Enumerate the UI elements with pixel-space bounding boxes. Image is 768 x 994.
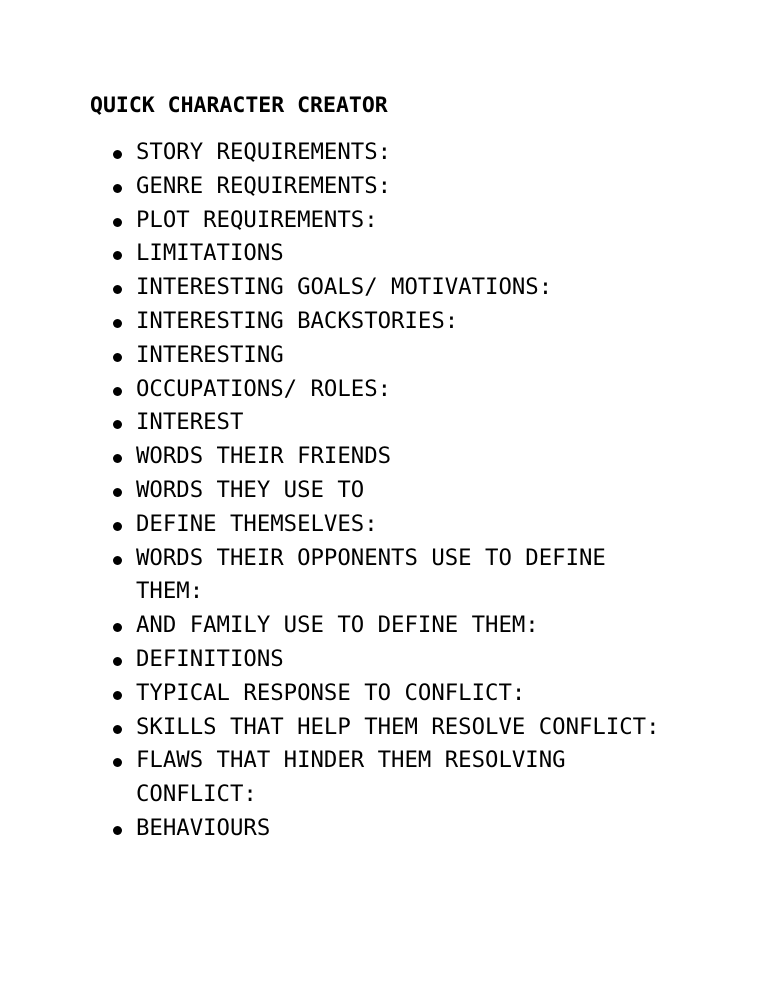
- list-item: [0, 508, 646, 542]
- list-item-text: INTERESTING BACKSTORIES:: [136, 307, 459, 334]
- list-item-text: WORDS THEIR OPPONENTS USE TO DEFINE THEM:: [136, 544, 606, 605]
- list-item: [0, 643, 646, 677]
- list-item-text: TYPICAL RESPONSE TO CONFLICT:: [136, 679, 526, 706]
- list-item: [0, 170, 646, 204]
- list-item-text: OCCUPATIONS/ ROLES:: [136, 375, 392, 402]
- list-item-text: DEFINITIONS: [136, 645, 284, 672]
- list-item-text: BEHAVIOURS: [136, 814, 271, 841]
- list-item: [0, 542, 646, 610]
- list-item-text: WORDS THEY USE TO: [136, 476, 365, 503]
- list-item-text: INTERESTING GOALS/ MOTIVATIONS:: [136, 274, 553, 301]
- bullet-icon: [113, 454, 122, 463]
- bullet-icon: [113, 285, 122, 294]
- list-item-text: SKILLS THAT HELP THEM RESOLVE CONFLICT:: [136, 713, 660, 740]
- bullet-icon: [113, 522, 122, 531]
- bullet-icon: [113, 556, 122, 565]
- bullet-icon: [113, 826, 122, 835]
- document-title: QUICK CHARACTER CREATOR: [90, 93, 388, 118]
- list-item: [0, 373, 646, 407]
- bullet-icon: [113, 758, 122, 767]
- bullet-icon: [113, 150, 122, 159]
- bullet-icon: [113, 420, 122, 429]
- list-item-text: LIMITATIONS: [136, 240, 284, 267]
- list-item: [0, 305, 646, 339]
- bullet-icon: [113, 218, 122, 227]
- bullet-icon: [113, 488, 122, 497]
- list-item-text: STORY REQUIREMENTS:: [136, 139, 392, 165]
- list-item-text: AND FAMILY USE TO DEFINE THEM:: [136, 612, 539, 639]
- bullet-icon: [113, 184, 122, 193]
- bullet-icon: [113, 251, 122, 260]
- bullet-icon: [113, 657, 122, 666]
- bullet-icon: [113, 353, 122, 362]
- list-item: [0, 812, 646, 846]
- list-item: [0, 440, 646, 474]
- bullet-icon: [113, 691, 122, 700]
- list-item-text: PLOT REQUIREMENTS:: [136, 206, 378, 233]
- list-item: [0, 744, 646, 812]
- list-item-text: GENRE REQUIREMENTS:: [136, 172, 392, 199]
- list-item: [0, 609, 646, 643]
- list-item-text: INTERESTING: [136, 341, 284, 368]
- list-item: [0, 474, 646, 508]
- list-item-text: INTEREST: [136, 409, 244, 436]
- list-item-text: WORDS THEIR FRIENDS: [136, 443, 392, 470]
- bullet-icon: [113, 319, 122, 328]
- bullet-icon: [113, 623, 122, 632]
- list-item: [0, 237, 646, 271]
- bullet-icon: [113, 387, 122, 396]
- list-item: [0, 677, 646, 711]
- bullet-icon: [113, 725, 122, 734]
- list-item: [0, 711, 696, 745]
- list-item: [0, 339, 646, 373]
- list-item-text: FLAWS THAT HINDER THEM RESOLVING CONFLICT:: [136, 747, 566, 808]
- character-creator-list: [0, 136, 700, 846]
- list-item: [0, 204, 646, 238]
- list-item: [0, 136, 646, 170]
- list-item-text: DEFINE THEMSELVES:: [136, 510, 378, 537]
- list-item: [0, 271, 646, 305]
- list-item: [0, 406, 646, 440]
